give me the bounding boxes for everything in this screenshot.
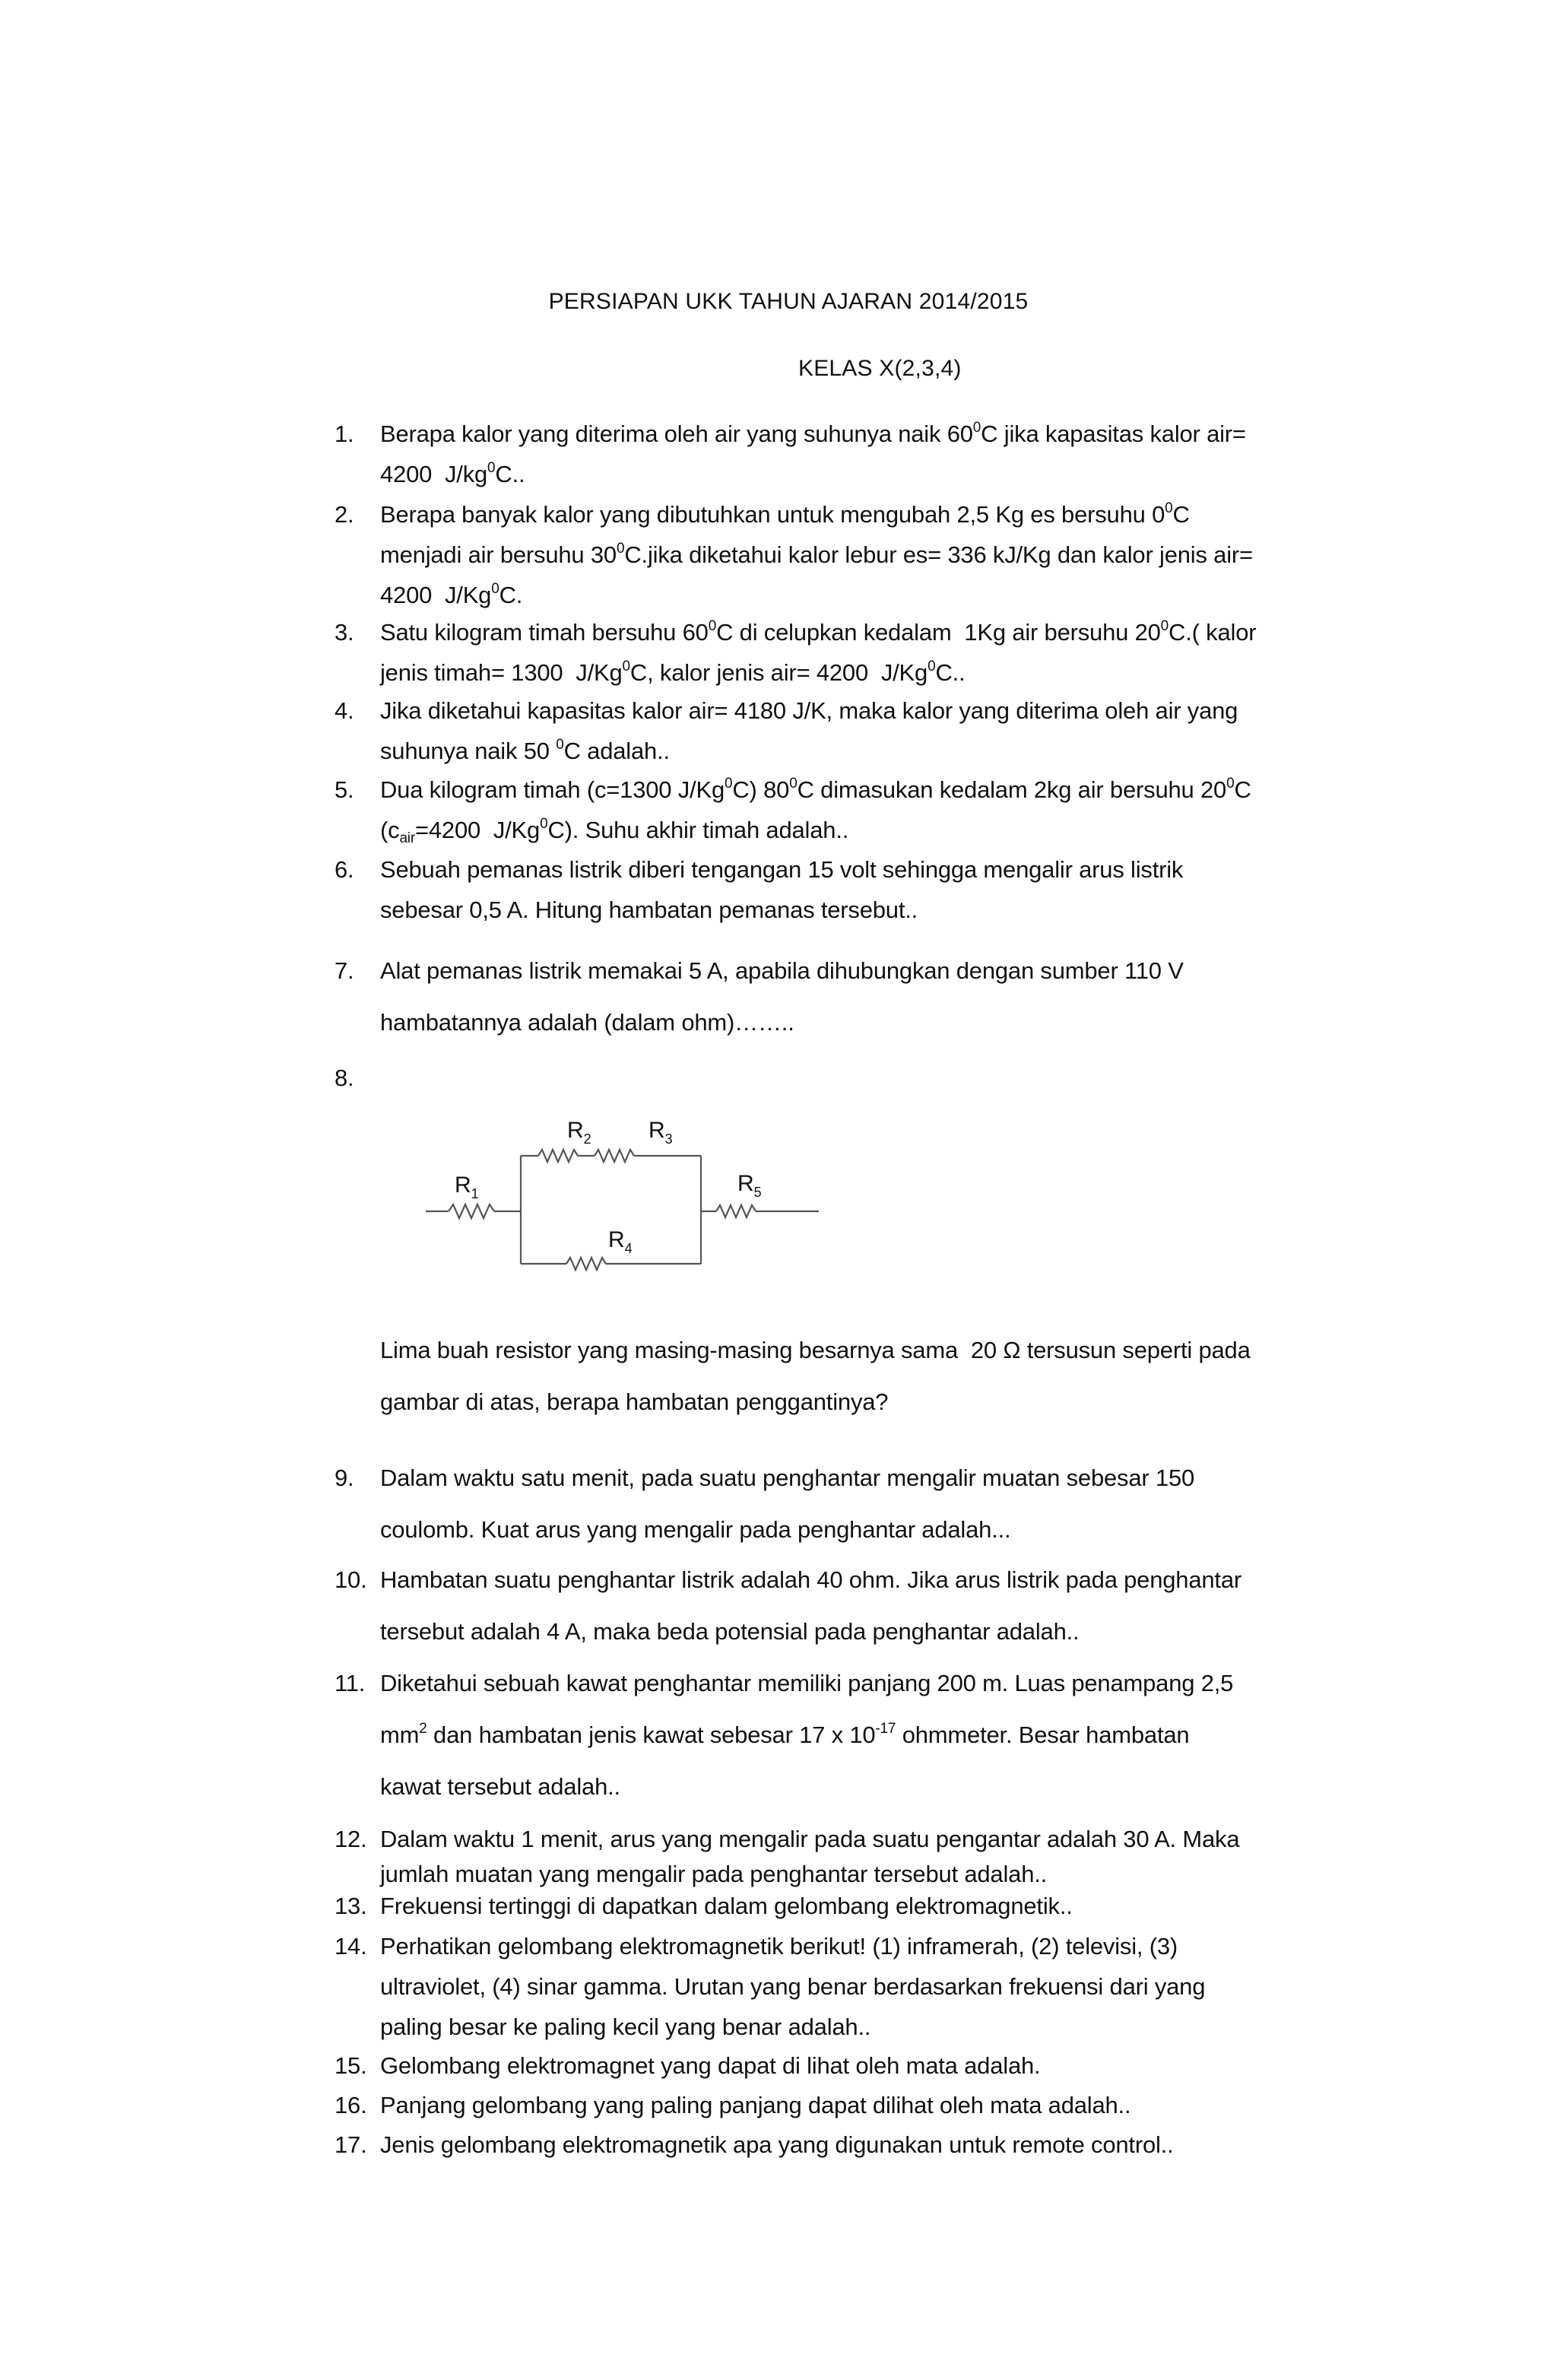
question-6	[335, 849, 1368, 930]
question-text: Frekuensi tertinggi di dapatkan dalam gelombang elektromagnetik..	[380, 1893, 1073, 1919]
class-label: KELAS X(2,3,4)	[798, 356, 962, 381]
question-text: Diketahui sebuah kawat penghantar memiliki panjang 200 m. Luas penampang 2,5 $mm^2$ dan hambatan jenis kawat sebesar 17 x $10^{-17}$ ohmmeter. Besar hambatan kawat tersebut adalah..	[380, 1670, 1234, 1800]
question-text: Jenis gelombang elektromagnetik apa yang digunakan untuk remote control..	[380, 2131, 1174, 2158]
question-5	[335, 770, 1368, 850]
resistor-r1	[449, 1204, 494, 1218]
resistor-r5	[716, 1205, 756, 1217]
question-text: Panjang gelombang yang paling panjang dapat dilihat oleh mata adalah..	[380, 2092, 1131, 2118]
question-2	[335, 494, 1368, 615]
resistor-circuit-diagram	[426, 1110, 821, 1285]
question-text: Dalam waktu satu menit, pada suatu penghantar mengalir muatan sebesar 150 coulomb. Kuat arus yang mengalir pada penghantar adalah...	[380, 1464, 1195, 1543]
question-number: 5.	[335, 776, 354, 803]
question-text: Dua kilogram timah (c=1300 J/Kg$^0$C) $80^0C$ dimasukan kedalam 2kg air bersuhu $20^0C$ ($c_{air}=4200$ J/Kg$^0$C). Suhu akhir timah adalah..	[380, 776, 1251, 846]
question-15	[335, 2045, 1368, 2086]
r1-label: $R_1$	[455, 1173, 479, 1201]
question-text: Gelombang elektromagnet yang dapat di lihat oleh mata adalah.	[380, 2052, 1041, 2079]
document-title: PERSIAPAN UKK TAHUN AJARAN 2014/2015	[548, 289, 1029, 314]
question-17	[335, 2125, 1368, 2165]
question-number: 7.	[335, 957, 354, 984]
question-text: Perhatikan gelombang elektromagnetik berikut! (1) inframerah, (2) televisi, (3) ultraviolet, (4) sinar gamma. Urutan yang benar berdasarkan frekuensi dari yang paling besar ke paling kecil yang benar adalah..	[380, 1933, 1206, 2040]
r3-label: $R_3$	[648, 1118, 673, 1147]
r2-label: $R_2$	[567, 1118, 591, 1147]
question-text: Dalam waktu 1 menit, arus yang mengalir pada suatu pengantar adalah 30 A. Maka jumlah muatan yang mengalir pada penghantar tersebut adalah..	[380, 1826, 1240, 1887]
question-text: Lima buah resistor yang masing-masing besarnya sama 20 Ω tersusun seperti pada gambar di atas, berapa hambatan penggantinya?	[380, 1337, 1251, 1415]
question-number: 9.	[335, 1464, 354, 1491]
question-number: 10.	[335, 1566, 367, 1593]
question-1	[335, 414, 1368, 494]
question-number: 3.	[335, 619, 354, 646]
question-text: Berapa banyak kalor yang dibutuhkan untuk mengubah 2,5 Kg es bersuhu $0^0C$ menjadi air bersuhu $30^0C.jika$ diketahui kalor lebur es= 336 kJ/Kg dan kalor jenis air= 4200 J/Kg$^0$C.	[380, 500, 1253, 608]
question-text: Hambatan suatu penghantar listrik adalah 40 ohm. Jika arus listrik pada penghantar tersebut adalah 4 A, maka beda potensial pada penghantar adalah..	[380, 1566, 1242, 1645]
question-number: 4.	[335, 697, 354, 724]
question-text: Alat pemanas listrik memakai 5 A, apabila dihubungkan dengan sumber 110 V hambatannya adalah (dalam ohm)……..	[380, 957, 1184, 1036]
question-text: Berapa kalor yang diterima oleh air yang suhunya naik $60^0C$ jika kapasitas kalor air= 4200 $J/kg^0C$..	[380, 420, 1246, 487]
question-number: 14.	[335, 1933, 367, 1960]
question-number: 8.	[335, 1065, 354, 1091]
resistor-r2	[538, 1150, 578, 1162]
question-number: 6.	[335, 856, 354, 883]
r5-label: $R_5$	[737, 1171, 762, 1200]
question-13	[335, 1886, 1368, 1926]
question-3	[335, 612, 1368, 693]
question-7	[335, 945, 1368, 1049]
question-number: 1.	[335, 420, 354, 447]
question-number: 17.	[335, 2131, 367, 2158]
resistor-r4	[566, 1258, 606, 1270]
question-11	[335, 1658, 1368, 1813]
question-16	[335, 2085, 1368, 2125]
question-number: 2.	[335, 501, 354, 528]
question-number: 15.	[335, 2052, 367, 2079]
question-number: 11.	[335, 1670, 366, 1696]
question-number: 13.	[335, 1893, 367, 1919]
r4-label: $R_4$	[608, 1227, 633, 1256]
question-12	[335, 1822, 1368, 1892]
question-10	[335, 1554, 1368, 1658]
question-number: 12.	[335, 1826, 367, 1852]
question-number: 16.	[335, 2092, 367, 2118]
question-text: Sebuah pemanas listrik diberi tengangan 15 volt sehingga mengalir arus listrik sebesar 0,5 A. Hitung hambatan pemanas tersebut..	[380, 856, 1184, 923]
question-9	[335, 1452, 1368, 1556]
resistor-r3	[595, 1150, 634, 1162]
question-4	[335, 690, 1368, 771]
question-text: Jika diketahui kapasitas kalor air= 4180 J/K, maka kalor yang diterima oleh air yang suhunya naik 50 $^0$C adalah..	[380, 697, 1238, 764]
question-8	[335, 1325, 1368, 1428]
question-text: Satu kilogram timah bersuhu $60^0C$ di celupkan kedalam 1Kg air bersuhu $20^0C$.( kalor jenis timah= 1300 J/Kg$^0$C, kalor jenis air= 4200 J/Kg$^0$C..	[380, 618, 1257, 686]
question-14	[335, 1926, 1368, 2047]
